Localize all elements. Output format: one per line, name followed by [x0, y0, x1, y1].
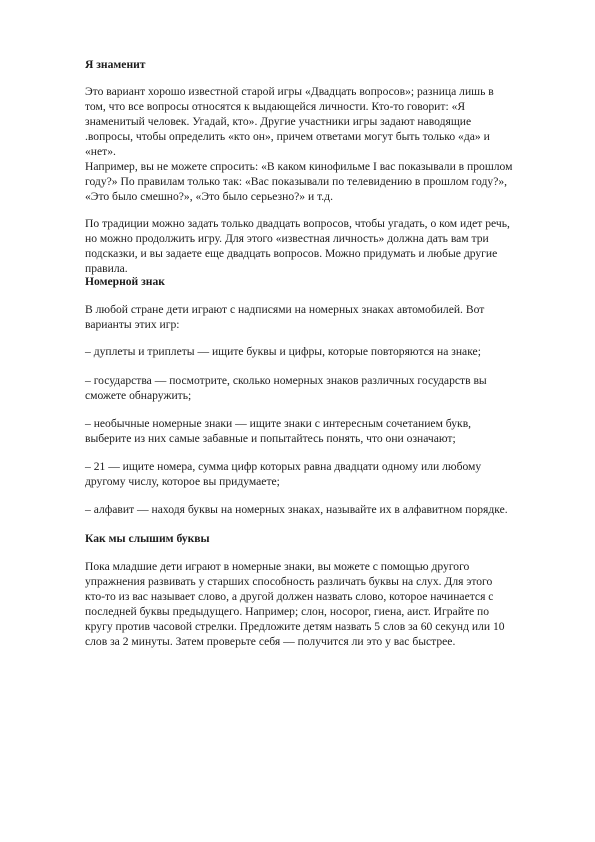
list-item: – необычные номерные знаки — ищите знаки с интересным сочетанием букв, выберите из них самые забавные и попытайтесь понять, что они означают; [85, 417, 472, 445]
list-item: – 21 — ищите номера, сумма цифр которых равна двадцати одному или любому другому числу, которое вы придумаете; [85, 460, 482, 488]
section-heading-hearing-letters: Как мы слышим буквы [85, 532, 210, 545]
list-item: – дуплеты и триплеты — ищите буквы и цифры, которые повторяются на знаке; [85, 345, 481, 358]
section-heading-license-plate: Номерной знак [85, 275, 165, 288]
list-item: – государства — посмотрите, сколько номерных знаков различных государств вы сможете обнаружить; [85, 374, 487, 402]
paragraph: В любой стране дети играют с надписями на номерных знаках автомобилей. Вот варианты этих игр: [85, 303, 485, 331]
list-item: – алфавит — находя буквы на номерных знаках, называйте их в алфавитном порядке. [85, 503, 508, 516]
paragraph: Например, вы не можете спросить: «В каком кинофильме I вас показывали в прошлом году?» По правилам только так: «Вас показывали по телевидению в прошлом году?», «Это было смешно?», «Это было серьезно?» и т.д. [85, 160, 513, 203]
paragraph: Это вариант хорошо известной старой игры «Двадцать вопросов»; разница лишь в том, что все вопросы относятся к выдающейся личности. Кто-то говорит: «Я знаменитый человек. Угадай, кто». Другие участники игры задают наводящие .вопросы, чтобы определить «кто он», причем ответами могут быть только «да» и «нет». [85, 85, 494, 158]
paragraph: По традиции можно задать только двадцать вопросов, чтобы угадать, о ком идет речь, но можно продолжить игру. Для этого «известная личность» должна дать вам три подсказки, и вы задаете еще двадцать вопросов. Можно придумать и любые другие правила. [85, 217, 510, 275]
paragraph: Пока младшие дети играют в номерные знаки, вы можете с помощью другого упражнения развивать у старших способность различать буквы на слух. Для этого кто-то из вас называет слово, а другой должен назвать слово, которое начинается с последней буквы предыдущего. Например; слон, носорог, гиена, аист. Играйте по кругу против часовой стрелки. Предложите детям назвать 5 слов за 60 секунд или 10 слов за 2 минуты. Затем проверьте себя — получится ли это у вас быстрее. [85, 560, 505, 648]
section-heading-famous: Я знаменит [85, 58, 146, 71]
